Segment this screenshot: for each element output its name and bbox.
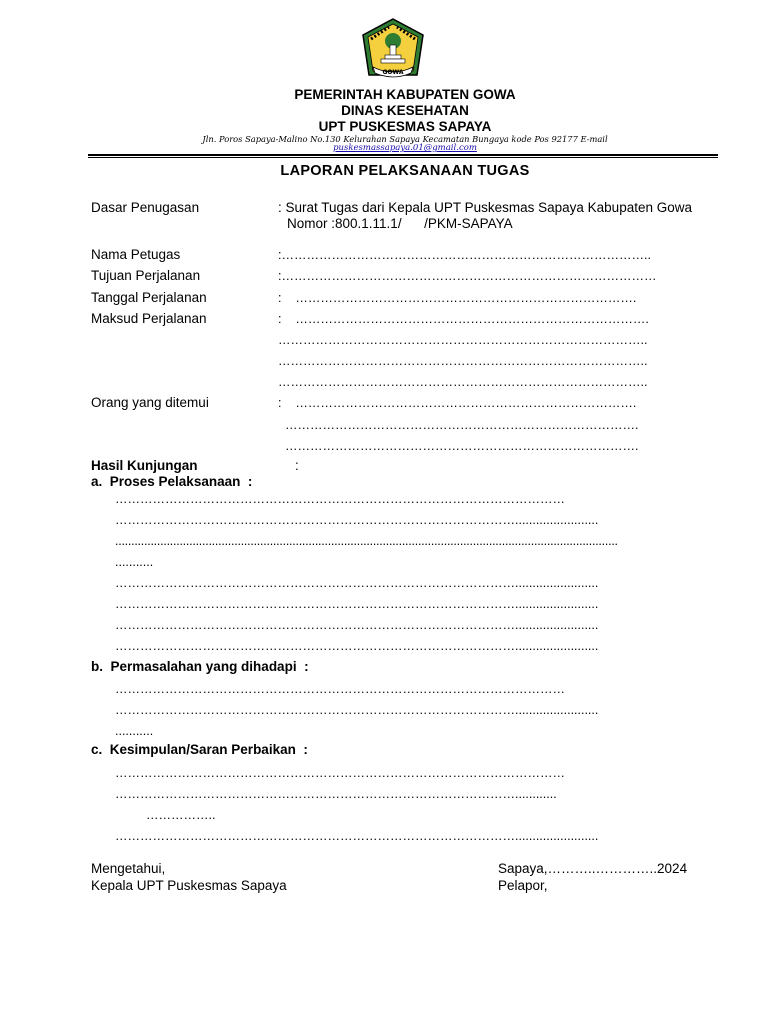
kesimpulan-saran-label: c. Kesimpulan/Saran Perbaikan :	[91, 742, 308, 757]
nomor-surat: Nomor :800.1.11.1/ /PKM-SAPAYA	[287, 216, 513, 231]
proses-line[interactable]: ............................................................................................................................................................	[115, 534, 618, 548]
orang-ditemui-line[interactable]: ………………………………………………………………………….	[285, 418, 639, 432]
tanggal-perjalanan-field[interactable]: : ……………………………………………………………………….	[278, 291, 637, 305]
tujuan-perjalanan-field[interactable]: :………………………………………………………………………………	[278, 269, 657, 283]
gowa-emblem-logo	[359, 17, 427, 83]
document-title: LAPORAN PELAKSANAAN TUGAS	[280, 163, 530, 179]
proses-line[interactable]: ……………………………………………………………………………………........................	[115, 597, 599, 611]
permasalahan-label: b. Permasalahan yang dihadapi :	[91, 659, 309, 674]
maksud-perjalanan-field[interactable]: : ………………………………………………………………………….	[278, 312, 649, 326]
mengetahui-label: Mengetahui,	[91, 861, 166, 876]
kop-line-pemerintah: PEMERINTAH KABUPATEN GOWA	[294, 87, 516, 102]
maksud-perjalanan-line[interactable]: ……………………………………………………………………………..	[278, 333, 648, 347]
dasar-penugasan-value: : Surat Tugas dari Kepala UPT Puskesmas Sapaya Kabupaten Gowa	[278, 200, 692, 215]
nama-petugas-label: Nama Petugas	[91, 247, 181, 262]
kesimpulan-line[interactable]: ……………………………………………………………………………………........................	[115, 829, 599, 843]
proses-line[interactable]: ……………………………………………………………………………………........................	[115, 639, 599, 653]
proses-line[interactable]: ………………………………………………………………………………………………	[115, 492, 565, 506]
dasar-penugasan-label: Dasar Penugasan	[91, 200, 200, 215]
hasil-kunjungan-colon: :	[295, 458, 299, 473]
place-date-line[interactable]: Sapaya,………..…………..2024	[498, 861, 688, 876]
kesimpulan-line[interactable]: ………………………………………………………………………………………………	[115, 766, 565, 780]
kop-line-puskesmas: UPT PUSKESMAS SAPAYA	[318, 119, 492, 134]
proses-line[interactable]: ……………………………………………………………………………………........................	[115, 513, 599, 527]
kop-line-dinas: DINAS KESEHATAN	[341, 103, 469, 118]
nama-petugas-field[interactable]: :……………………………………………………………………………..	[278, 248, 651, 262]
tanggal-perjalanan-label: Tanggal Perjalanan	[91, 290, 207, 305]
maksud-perjalanan-line[interactable]: ……………………………………………………………………………..	[278, 354, 648, 368]
permasalahan-line[interactable]: ...........	[115, 724, 154, 738]
permasalahan-line[interactable]: ………………………………………………………………………………………………	[115, 682, 565, 696]
proses-line[interactable]: ...........	[115, 555, 154, 569]
kop-divider-thick	[88, 154, 718, 156]
kop-email-link[interactable]: puskesmassapaya.01@gmail.com	[333, 143, 477, 153]
kop-divider-thin	[88, 157, 718, 158]
proses-line[interactable]: ……………………………………………………………………………………........................	[115, 618, 599, 632]
kesimpulan-line[interactable]: ……………..	[146, 808, 216, 822]
svg-text:GOWA: GOWA	[382, 69, 404, 76]
permasalahan-line[interactable]: ……………………………………………………………………………………........................	[115, 703, 599, 717]
hasil-kunjungan-label: Hasil Kunjungan	[91, 458, 198, 473]
tujuan-perjalanan-label: Tujuan Perjalanan	[91, 268, 201, 283]
orang-ditemui-field[interactable]: : ……………………………………………………………………….	[278, 396, 637, 410]
proses-line[interactable]: ……………………………………………………………………………………........................	[115, 576, 599, 590]
kop-address: Jln. Poros Sapaya-Malino No.130 Kelurahan Sapaya Kecamatan Bungaya kode Pos 92177 E-mail	[202, 134, 608, 144]
maksud-perjalanan-label: Maksud Perjalanan	[91, 311, 207, 326]
orang-ditemui-line[interactable]: ………………………………………………………………………….	[285, 439, 639, 453]
proses-pelaksanaan-label: a. Proses Pelaksanaan :	[91, 474, 253, 489]
kesimpulan-line[interactable]: ……………………………………………………………………………………............	[115, 787, 557, 801]
kepala-puskesmas-label: Kepala UPT Puskesmas Sapaya	[91, 878, 287, 893]
maksud-perjalanan-line[interactable]: ……………………………………………………………………………..	[278, 375, 648, 389]
orang-ditemui-label: Orang yang ditemui	[91, 395, 209, 410]
pelapor-label: Pelapor,	[498, 878, 548, 893]
